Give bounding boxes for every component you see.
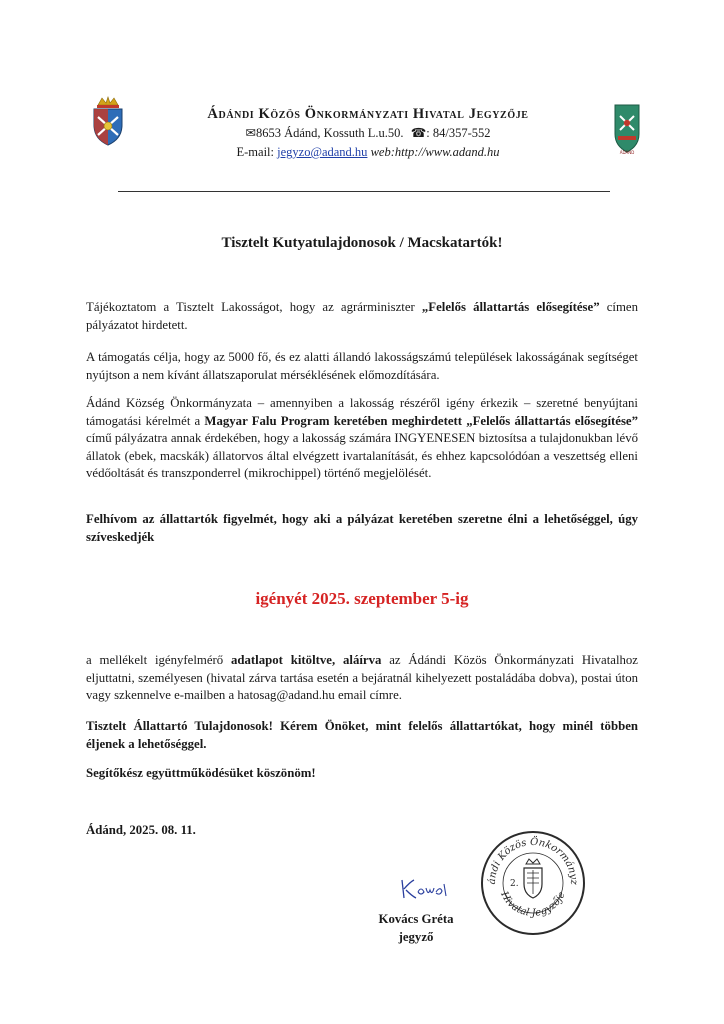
paragraph-thanks: Segítőkész együttműködésüket köszönöm! [86,766,316,780]
phone-icon: ☎ [410,126,427,140]
email-link[interactable]: jegyzo@adand.hu [277,145,368,159]
p5-text-a: a mellékelt igényfelmérő [86,653,231,667]
handwritten-signature [396,874,456,904]
email-label: E-mail: [236,145,274,159]
stamp-text-top: ándi Közös Önkormányz [486,836,580,885]
letter-date: Ádánd, 2025. 08. 11. [86,823,196,837]
stamp-number: 2. [510,879,519,889]
svg-text:ÁDÁND: ÁDÁND [619,150,635,155]
letter-salutation: Tisztelt Kutyatulajdonosok / Macskatartók! [221,235,503,251]
official-stamp [478,828,588,938]
office-title: Ádándi Közös Önkormányzati Hivatal Jegyzője [207,106,529,122]
address-line [138,125,598,141]
paragraph-instructions [86,652,638,705]
paragraph-purpose: A támogatás célja, hogy az 5000 fő, és ez alatti állandó lakosságszámú települések lakosságának segítséget nyújtson a nem kívánt állatszaporulat mérséklésének előmozdítására. [86,350,638,382]
signer-title: jegyző [398,930,434,944]
signature-block [356,910,476,946]
p1-text-a: Tájékoztatom a Tisztelt Lakosságot, hogy az agrárminiszter [86,300,422,314]
svg-text:Ádándi Közös Önkormányzati [478,828,579,886]
p3-text-a: Ádánd Község Önkormányzata – amennyiben a lakosság részéről igény érkezik – szeretné benyújtani támogatási kérelmét a [86,396,638,428]
header-divider [118,191,610,192]
paragraph-application [86,395,638,483]
paragraph-call: Felhívom az állattartók figyelmét, hogy aki a pályázat keretében szeretne élni a lehetőséggel, úgy szíveskedjék [86,512,638,544]
phone-text: : 84/357-552 [426,126,491,140]
paragraph-appeal: Tisztelt Állattartó Tulajdonosok! Kérem Önöket, mint felelős állattartókat, hogy minél többen éljenek a lehetőséggel. [86,719,638,751]
paragraph-intro [86,299,638,334]
envelope-icon: ✉ [245,126,256,140]
p3-program-name: Magyar Falu Program keretében meghirdetett „Felelős állattartás elősegítése” [204,413,639,428]
deadline-notice: igényét 2025. szeptember 5-ig [255,589,469,608]
p3-text-c: című pályázatra annak érdekében, hogy a lakosság számára INGYENESEN biztosítsa a tulajdonukban lévő állatok (ebek, macskák) állatorvos által elvégzett ivartalanítását, és ehhez kapcsolódóan a veszettség elleni védőoltását és transzponderrel (mikrochippel) történő megjelölését. [86,431,638,480]
website-text: web:http://www.adand.hu [370,145,500,159]
address-text: 8653 Ádánd, Kossuth L.u.50. [255,126,404,140]
coat-of-arms-right [612,102,642,156]
signer-name: Kovács Gréta [378,912,454,926]
stamp-text-bottom: Hivatal Jegyzője [498,889,568,919]
p5-text-c: az Ádándi Közös Önkormányzati Hivatalhoz eljuttatni, személyesen (hivatal zárva tartása esetén a bejáratnál kihelyezett postaládába dobva), postai úton vagy szkennelve e-mailben a hatosag@adand.hu email címre. [86,653,638,702]
p1-text-c: címen pályázatot hirdetett. [86,300,638,332]
contact-line [138,145,598,160]
p5-form-action: adatlapot kitöltve, aláírva [231,653,382,667]
p1-program-name: „Felelős állattartás elősegítése” [421,300,600,314]
coat-of-arms-left [88,95,128,147]
